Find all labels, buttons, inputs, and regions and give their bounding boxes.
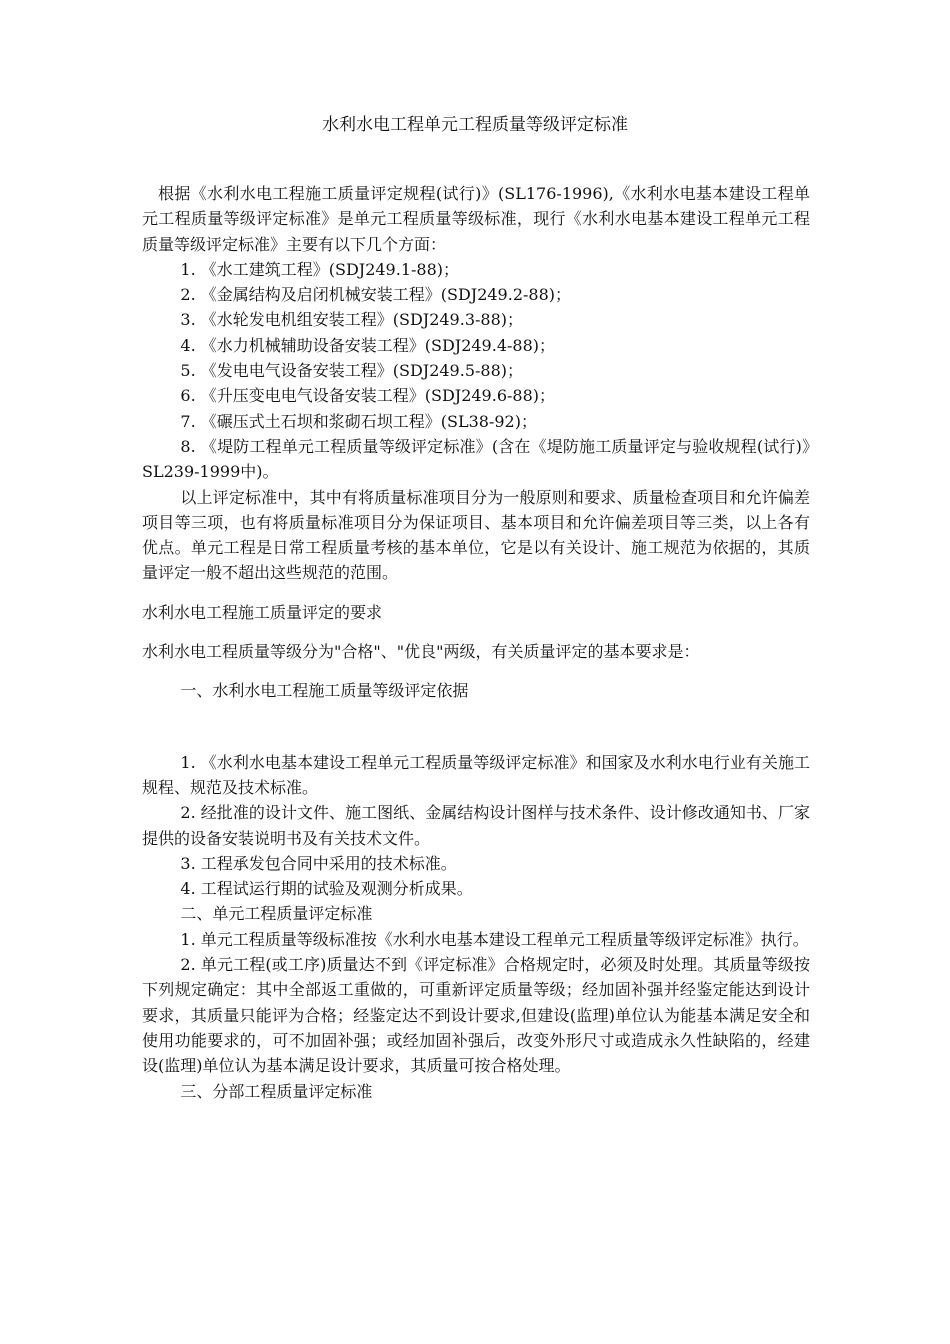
list-item: 4. 《水力机械辅助设备安装工程》(SDJ249.4-88)；: [180, 335, 556, 355]
section2-list: [142, 927, 810, 1079]
list-item: 4. 工程试运行期的试验及观测分析成果。: [180, 879, 473, 899]
section2-heading: 二、单元工程质量评定标准: [180, 904, 373, 924]
list-item: 6. 《升压变电电气设备安装工程》(SDJ249.6-88)；: [180, 386, 556, 406]
list-item: 7. 《碾压式土石坝和浆砌石坝工程》(SL38-92)；: [180, 411, 537, 431]
list-item: 3. 《水轮发电机组安装工程》(SDJ249.3-88)；: [180, 310, 524, 330]
section1-list: [142, 750, 810, 902]
summary-paragraph: 以上评定标准中，其中有将质量标准项目分为一般原则和要求、质量检查项目和允许偏差项目等三项，也有将质量标准项目分为保证项目、基本项目和允许偏差项目等三类，以上各有优点。单元工程是日常工程质量考核的基本单位，它是以有关设计、施工规范为依据的，其质量评定一般不超出这些规范的范围。: [142, 487, 810, 583]
standards-list: [142, 257, 810, 485]
list-item: 2. 单元工程(或工序)质量达不到《评定标准》合格规定时，必须及时处理。其质量等级按下列规定确定：其中全部返工重做的，可重新评定质量等级；经加固补强并经鉴定能达到设计要求，其质量只能评为合格；经鉴定达不到设计要求,但建设(监理)单位认为能基本满足安全和使用功能要求的，可不加固补强；或经加固补强后，改变外形尺寸或造成永久性缺陷的，经建设(监理)单位认为基本满足设计要求，其质量可按合格处理。: [142, 955, 810, 1076]
list-item: 1. 《水工建筑工程》(SDJ249.1-88)；: [180, 259, 460, 279]
document-title: 水利水电工程单元工程质量等级评定标准: [322, 115, 628, 135]
intro-paragraph: 根据《水利水电工程施工质量评定规程(试行)》(SL176-1996),《水利水电基本建设工程单元工程质量等级评定标准》是单元工程质量等级标准，现行《水利水电基本建设工程单元工程质量等级评定标准》主要有以下几个方面：: [142, 184, 810, 254]
list-item: 1. 单元工程质量等级标准按《水利水电基本建设工程单元工程质量等级评定标准》执行。: [180, 929, 809, 949]
requirements-heading: 水利水电工程施工质量评定的要求: [142, 602, 383, 622]
document-body: [142, 181, 810, 1104]
section3-heading: 三、分部工程质量评定标准: [180, 1081, 373, 1101]
list-item: 1. 《水利水电基本建设工程单元工程质量等级评定标准》和国家及水利水电行业有关施工规程、规范及技术标准。: [142, 752, 810, 797]
list-item: 3. 工程承发包合同中采用的技术标准。: [180, 853, 457, 873]
list-item: 8. 《堤防工程单元工程质量等级评定标准》(含在《堤防施工质量评定与验收规程(试行)》SL239-1999中)。: [142, 436, 810, 482]
grades-line: 水利水电工程质量等级分为"合格"、"优良"两级，有关质量评定的基本要求是：: [142, 642, 700, 662]
section1-heading: 一、水利水电工程施工质量等级评定依据: [180, 681, 469, 701]
list-item: 2. 经批准的设计文件、施工图纸、金属结构设计图样与技术条件、设计修改通知书、厂家提供的设备安装说明书及有关技术文件。: [142, 803, 810, 848]
list-item: 5. 《发电电气设备安装工程》(SDJ249.5-88)；: [180, 361, 524, 381]
list-item: 2. 《金属结构及启闭机械安装工程》(SDJ249.2-88)；: [180, 285, 572, 305]
